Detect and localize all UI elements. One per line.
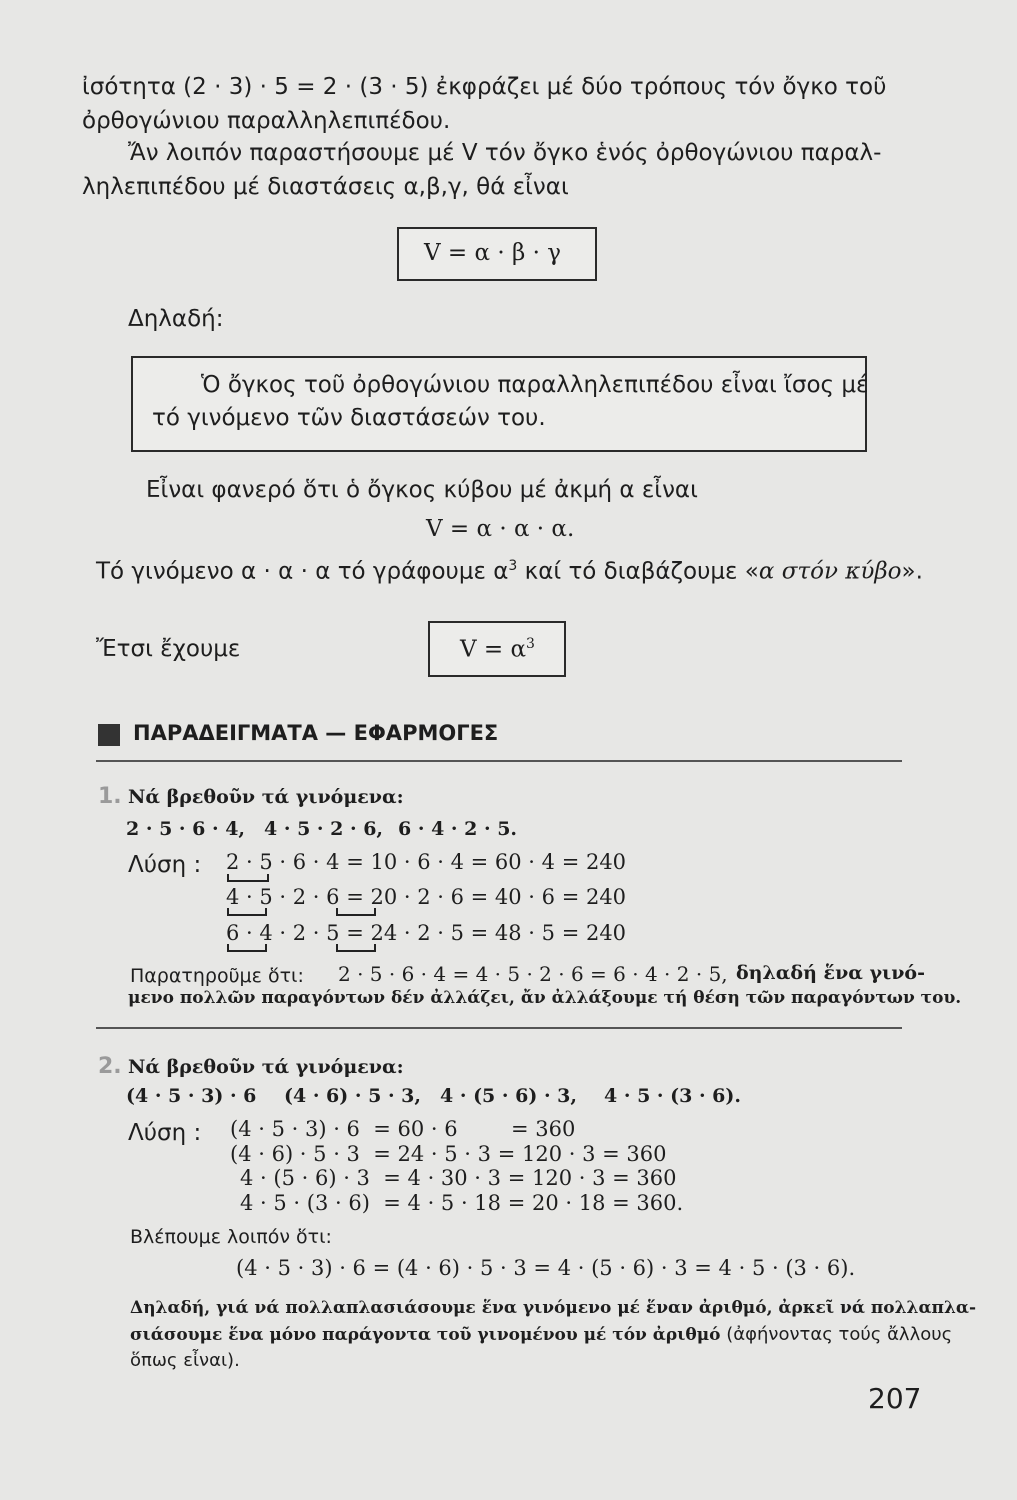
example-1-product-3: 6 · 4 · 2 · 5.	[398, 818, 518, 840]
example-1-product-2: 4 · 5 · 2 · 6,	[264, 818, 384, 840]
section-rule	[96, 760, 902, 762]
cube-line-2-pre: Τό γινόμενο α · α · α τό γράφουμε α	[96, 558, 509, 585]
example-1-obs-end: δηλαδή ἕνα γινό-	[736, 962, 925, 984]
example-1-line-2: 4 · 5 · 2 · 6 = 20 · 2 · 6 = 40 · 6 = 240	[226, 885, 627, 909]
cube-line-2-end: ».	[901, 558, 923, 585]
page-number: 207	[868, 1382, 922, 1415]
example-1-product-1: 2 · 5 · 6 · 4,	[126, 818, 246, 840]
cube-line-1: Εἶναι φανερό ὅτι ὁ ὄγκος κύβου μέ ἀκμή α εἶναι	[146, 477, 698, 503]
group-bracket	[227, 908, 267, 916]
example-2-product-4: 4 · 5 · (3 · 6).	[604, 1085, 742, 1107]
example-1-number: 1.	[98, 784, 122, 809]
example-2-product-3: 4 · (5 · 6) · 3,	[440, 1085, 578, 1107]
example-1-line-3: 6 · 4 · 2 · 5 = 24 · 2 · 5 = 48 · 5 = 240	[226, 921, 627, 945]
example-2-conclusion-3: ὅπως εἶναι).	[130, 1350, 240, 1371]
example-2-line-3: 4 · (5 · 6) · 3 = 4 · 30 · 3 = 120 · 3 = 360	[240, 1166, 677, 1190]
cube-reading: α στόν κύβο	[758, 558, 902, 585]
rule-line-2: τό γινόμενο τῶν διαστάσεών του.	[152, 405, 546, 431]
example-2-product-1: (4 · 5 · 3) · 6	[126, 1085, 257, 1107]
example-2-product-2: (4 · 6) · 5 · 3,	[284, 1085, 422, 1107]
example-1-rule	[96, 1027, 902, 1029]
group-bracket	[336, 944, 376, 952]
section-marker-icon	[98, 724, 120, 746]
group-bracket	[227, 874, 269, 882]
example-1-obs-label: Παρατηροῦμε ὅτι:	[130, 965, 304, 987]
example-2-conclusion-2-bold: σιάσουμε ἕνα μόνο παράγοντα τοῦ γινομένου μέ τόν ἀριθμό	[130, 1325, 721, 1345]
intro-line-4: ληλεπιπέδου μέ διαστάσεις α,β,γ, θά εἶναι	[82, 174, 569, 200]
dilady-label: Δηλαδή:	[128, 306, 224, 332]
example-2-lysi: Λύση :	[128, 1120, 202, 1146]
cube-box-formula-base: V = α	[460, 636, 527, 663]
example-1-title: Νά βρεθοῦν τά γινόμενα:	[128, 786, 404, 808]
etsi-label: Ἔτσι ἔχουμε	[96, 636, 241, 662]
example-2-number: 2.	[98, 1054, 122, 1079]
example-2-line-2: (4 · 6) · 5 · 3 = 24 · 5 · 3 = 120 · 3 = 360	[230, 1142, 667, 1166]
rule-box	[131, 356, 867, 452]
example-2-conclusion-2	[130, 1324, 952, 1345]
cube-line-2-mid: καί τό διαβάζουμε «	[517, 558, 759, 585]
intro-line-3: Ἄν λοιπόν παραστήσουμε μέ V τόν ὄγκο ἑνός ὀρθογώνιου παραλ-	[128, 140, 882, 166]
intro-line-2: ὀρθογώνιου παραλληλεπιπέδου.	[82, 108, 451, 134]
cube-line-2	[96, 558, 923, 585]
example-2-conclusion-2-rest: (ἀφήνοντας τούς ἄλλους	[720, 1324, 953, 1345]
cube-box-exponent: 3	[526, 636, 535, 652]
intro-line-1: ἰσότητα (2 · 3) · 5 = 2 · (3 · 5) ἐκφράζει μέ δύο τρόπους τόν ὄγκο τοῦ	[82, 74, 887, 100]
example-2-title: Νά βρεθοῦν τά γινόμενα:	[128, 1056, 404, 1078]
example-1-obs-line-2: μενο πολλῶν παραγόντων δέν ἀλλάζει, ἄν ἀλλάξουμε τή θέση τῶν παραγόντων του.	[128, 988, 962, 1008]
example-2-conclusion-1: Δηλαδή, γιά νά πολλαπλασιάσουμε ἕνα γινόμενο μέ ἕναν ἀριθμό, ἀρκεῖ νά πολλαπλα-	[130, 1298, 977, 1318]
section-title: ΠΑΡΑΔΕΙΓΜΑΤΑ — ΕΦΑΡΜΟΓΕΣ	[133, 721, 499, 745]
example-2-line-1: (4 · 5 · 3) · 6 = 60 · 6 = 360	[230, 1117, 576, 1141]
group-bracket	[336, 908, 376, 916]
example-1-obs-eq: 2 · 5 · 6 · 4 = 4 · 5 · 2 · 6 = 6 · 4 · 2 · 5,	[338, 962, 728, 986]
volume-formula: V = α · β · γ	[424, 240, 561, 266]
cube-box-formula	[460, 636, 535, 663]
example-1-lysi: Λύση :	[128, 852, 202, 878]
example-2-line-4: 4 · 5 · (3 · 6) = 4 · 5 · 18 = 20 · 18 = 360.	[240, 1191, 684, 1215]
example-2-blepoume: Βλέπουμε λοιπόν ὅτι:	[130, 1226, 332, 1248]
cube-exponent: 3	[508, 558, 518, 574]
example-2-eq: (4 · 5 · 3) · 6 = (4 · 6) · 5 · 3 = 4 · (5 · 6) · 3 = 4 · 5 · (3 · 6).	[236, 1256, 856, 1280]
rule-line-1: Ὁ ὄγκος τοῦ ὀρθογώνιου παραλληλεπιπέδου εἶναι ἴσος μέ	[201, 372, 869, 398]
cube-formula: V = α · α · α.	[426, 516, 575, 542]
group-bracket	[227, 944, 267, 952]
example-1-line-1: 2 · 5 · 6 · 4 = 10 · 6 · 4 = 60 · 4 = 240	[226, 850, 627, 874]
